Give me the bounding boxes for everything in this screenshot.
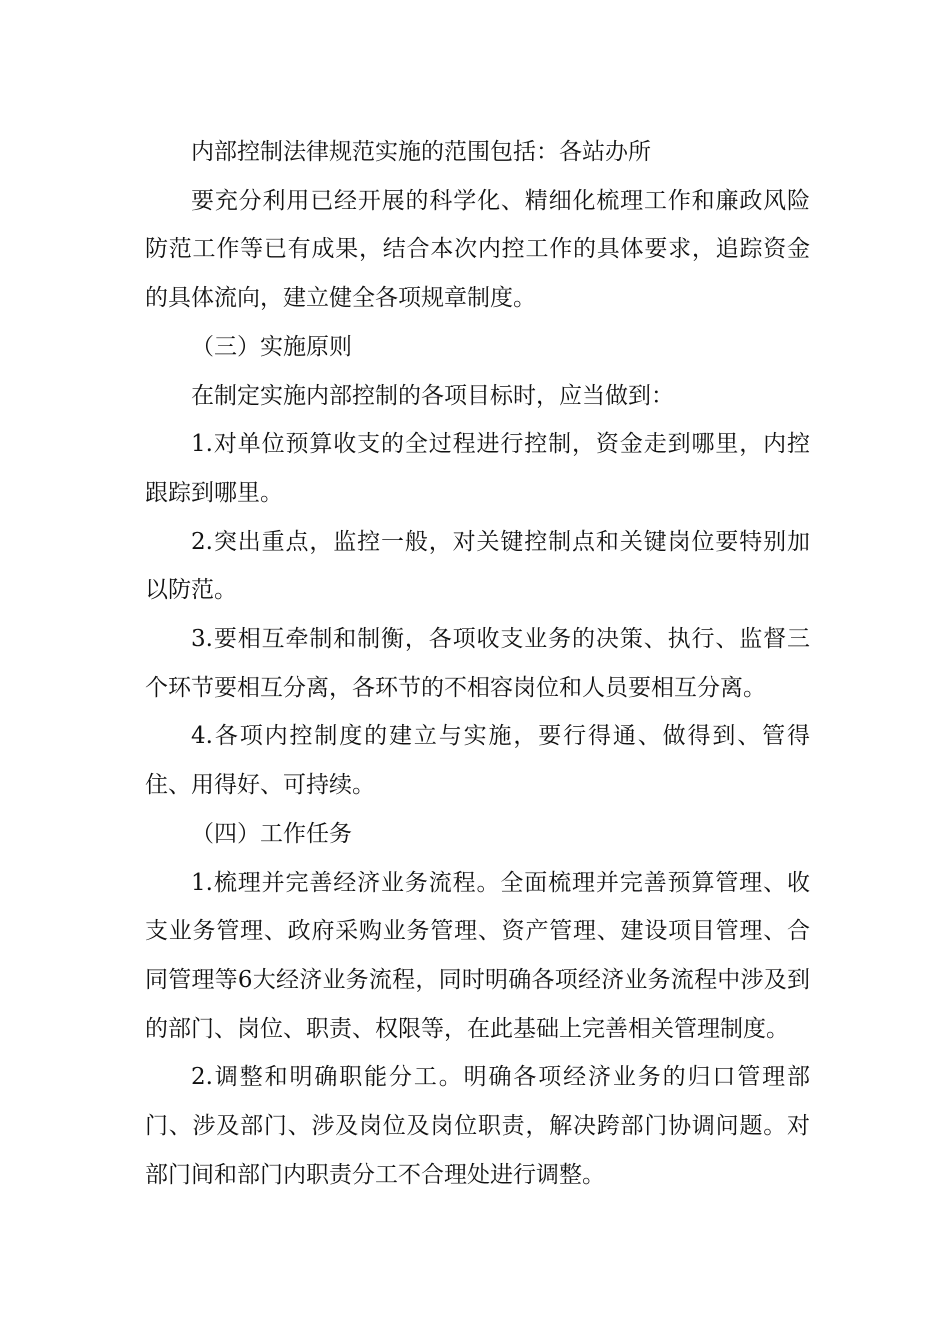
task-item-1: 1.梳理并完善经济业务流程。全面梳理并完善预算管理、收支业务管理、政府采购业务管理、资产管理、建设项目管理、合同管理等6大经济业务流程，同时明确各项经济业务流程中涉及到的部门、岗位、职责、权限等，在此基础上完善相关管理制度。 — [145, 869, 810, 1042]
principle-item-2: 2.突出重点，监控一般，对关键控制点和关键岗位要特别加以防范。 — [145, 528, 810, 604]
principle-item-4: 4.各项内控制度的建立与实施，要行得通、做得到、管得住、用得好、可持续。 — [145, 723, 810, 799]
principle-item-1: 1.对单位预算收支的全过程进行控制，资金走到哪里，内控跟踪到哪里。 — [145, 431, 810, 506]
principle-item-3: 3.要相互牵制和制衡，各项收支业务的决策、执行、监督三个环节要相互分离，各环节的不相容岗位和人员要相互分离。 — [145, 626, 810, 701]
paragraph-principles-intro: 在制定实施内部控制的各项目标时，应当做到： — [191, 382, 674, 409]
task-item-2: 2.调整和明确职能分工。明确各项经济业务的归口管理部门、涉及部门、涉及岗位及岗位职责，解决跨部门协调问题。对部门间和部门内职责分工不合理处进行调整。 — [145, 1064, 810, 1188]
document-body — [145, 128, 810, 1199]
paragraph-scope: 内部控制法律规范实施的范围包括：各站办所 — [191, 139, 651, 165]
paragraph-utilize-results: 要充分利用已经开展的科学化、精细化梳理工作和廉政风险防范工作等已有成果，结合本次内控工作的具体要求，追踪资金的具体流向，建立健全各项规章制度。 — [145, 187, 810, 312]
section-heading-principles: （三）实施原则 — [191, 333, 352, 360]
section-heading-tasks: （四）工作任务 — [191, 820, 352, 847]
